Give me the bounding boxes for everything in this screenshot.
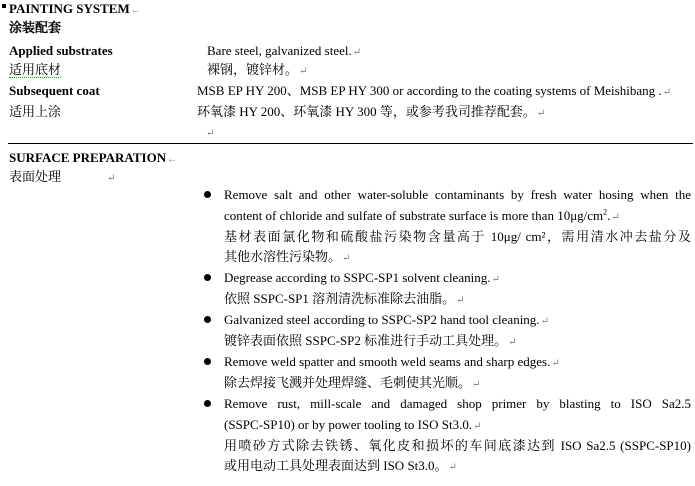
item-5-cn-line1: 用喷砂方式除去铁锈、氧化皮和损坏的车间底漆达到 ISO Sa2.5 (SSPC-SP10) bbox=[224, 438, 691, 453]
section-title-painting-system: PAINTING SYSTEM← bbox=[9, 1, 141, 16]
value-subsequent-coat: MSB EP HY 200、MSB EP HY 300 or according to the coating systems of Meishibang .↵ bbox=[197, 83, 671, 98]
item-3-en: Galvanized steel according to SSPC-SP2 hand tool cleaning.↵ bbox=[224, 312, 549, 327]
label-subsequent-coat: Subsequent coat bbox=[9, 83, 100, 98]
item-5-cn-line2: 或用电动工具处理表面达到 ISO St3.0。↵ bbox=[224, 458, 457, 473]
value-applied-substrates: Bare steel, galvanized steel.↵ bbox=[207, 43, 362, 58]
item-4-en: Remove weld spatter and smooth weld seams and sharp edges.↵ bbox=[224, 354, 560, 369]
item-5-en-line2: (SSPC-SP10) or by power tooling to ISO St3.0.↵ bbox=[224, 417, 482, 432]
heading-bullet-square bbox=[2, 4, 6, 8]
section-divider bbox=[8, 143, 693, 144]
label-applied-substrates-cn: 适用底材 bbox=[9, 62, 62, 77]
item-1-en-line2: content of chloride and sulfate of substrate surface is more than $10\mu g/cm^2.↵$ bbox=[224, 207, 620, 223]
paragraph-mark: ← bbox=[130, 5, 141, 16]
item-4-cn: 除去焊接飞溅并处理焊缝、毛刺使其光顺。↵ bbox=[224, 375, 481, 390]
value-applied-substrates-cn: 裸钢，镀锌材。↵ bbox=[207, 62, 308, 77]
paragraph-mark: ↵ bbox=[352, 47, 362, 58]
paragraph-mark: ↵ bbox=[107, 173, 116, 184]
item-2-en: Degrease according to SSPC-SP1 solvent cleaning.↵ bbox=[224, 270, 500, 285]
item-5-en-line1: Remove rust, mill-scale and damaged shop primer by blasting to ISO Sa2.5 bbox=[224, 396, 691, 411]
bullet-dot bbox=[204, 274, 211, 281]
value-subsequent-coat-cn: 环氧漆 HY 200、环氧漆 HY 300 等，或参考我司推荐配套。↵ bbox=[197, 104, 546, 119]
section-title-surface-preparation: SURFACE PREPARATION← bbox=[9, 150, 178, 165]
item-1-cn-line2: 其他水溶性污染物。↵ bbox=[224, 249, 351, 264]
bullet-dot bbox=[204, 358, 211, 365]
item-1-en-line1: Remove salt and other water-soluble contaminants by fresh water hosing when the bbox=[224, 187, 691, 202]
label-subsequent-coat-cn: 适用上涂 bbox=[9, 104, 62, 119]
bullet-dot bbox=[204, 316, 211, 323]
paragraph-mark: ← bbox=[167, 154, 178, 165]
item-1-cn-line1: 基材表面氯化物和硫酸盐污染物含量高于 10μg/ cm²，需用清水冲去盐分及 bbox=[224, 229, 691, 244]
paragraph-mark: ↵ bbox=[299, 66, 308, 77]
paragraph-mark: ↵ bbox=[662, 87, 671, 98]
section-title-surface-preparation-cn: 表面处理 ↵ bbox=[9, 169, 116, 184]
item-3-cn: 镀锌表面依照 SSPC-SP2 标准进行手动工具处理。↵ bbox=[224, 333, 517, 348]
label-applied-substrates: Applied substrates bbox=[9, 43, 113, 58]
section-title-painting-system-cn: 涂装配套 bbox=[9, 20, 62, 35]
bullet-dot bbox=[204, 191, 211, 198]
item-2-cn: 依照 SSPC-SP1 溶剂清洗标准除去油脂。↵ bbox=[224, 291, 465, 306]
bullet-dot bbox=[204, 400, 211, 407]
paragraph-mark: ↵ bbox=[536, 108, 546, 119]
empty-paragraph: ↵ bbox=[206, 128, 215, 139]
